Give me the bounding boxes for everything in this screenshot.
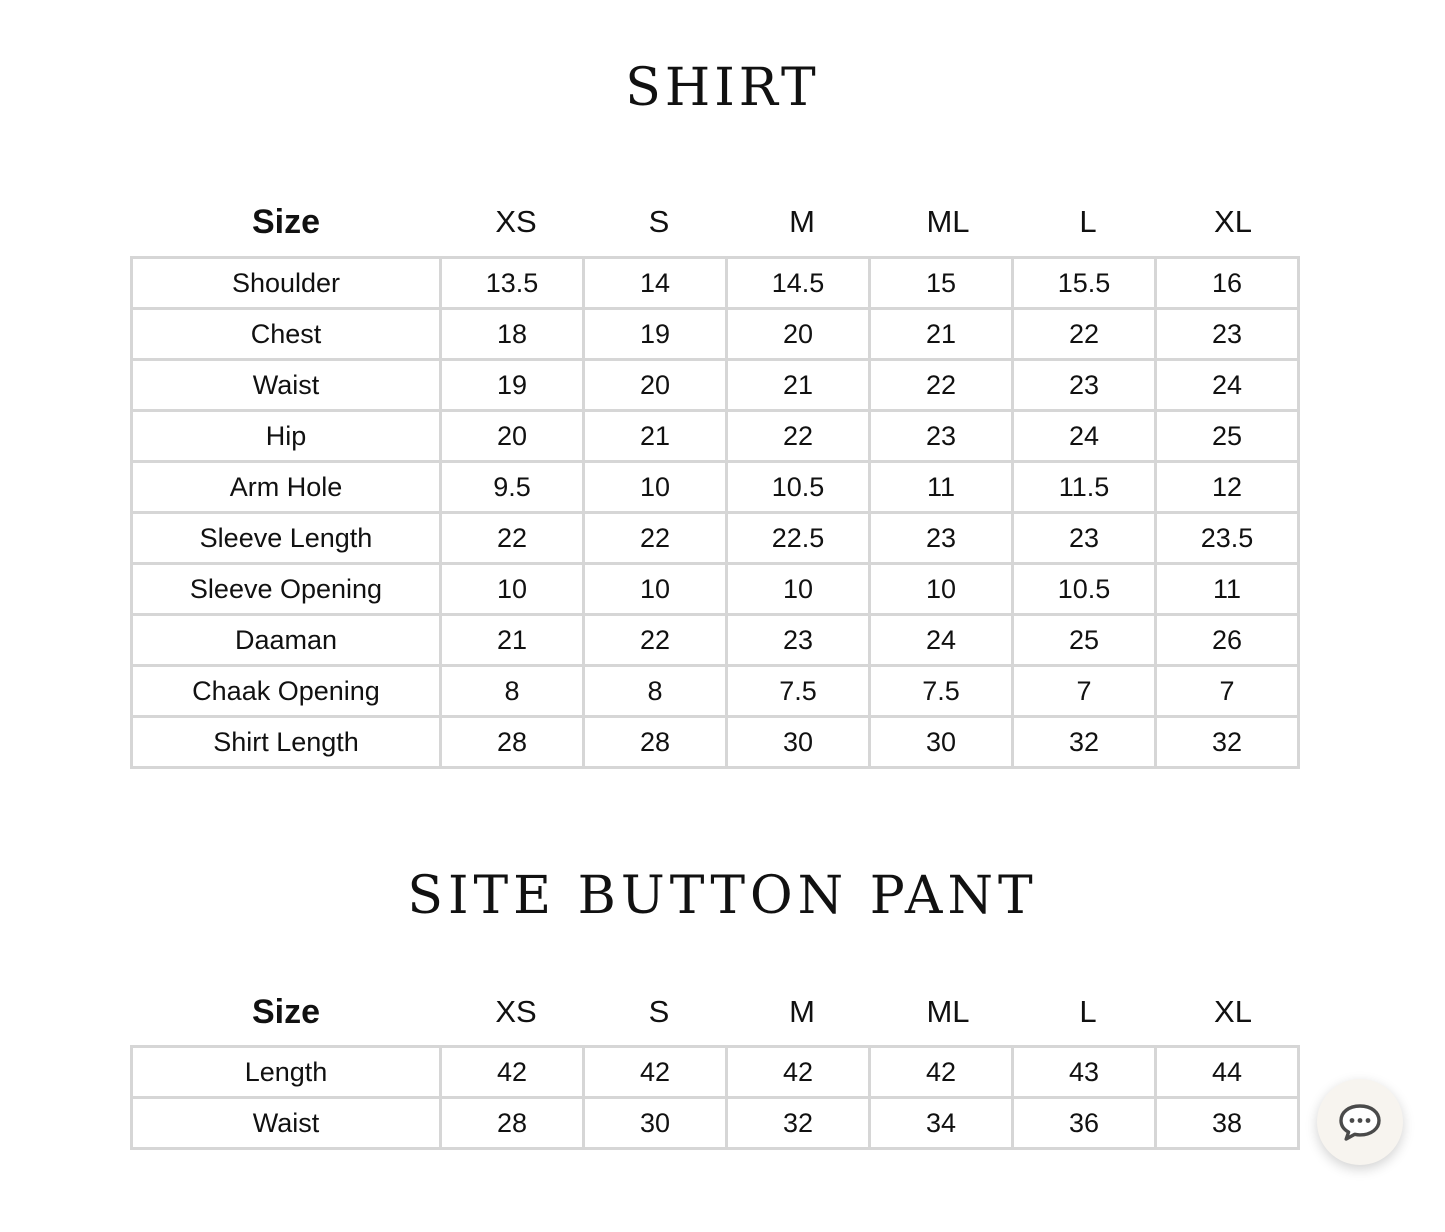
size-header-xl: XL bbox=[1214, 204, 1252, 239]
table-cell: 8 bbox=[441, 666, 584, 717]
table-row bbox=[132, 462, 1299, 513]
table-cell: 22 bbox=[727, 411, 870, 462]
table-cell: 28 bbox=[441, 1098, 584, 1149]
table-cell: 22 bbox=[584, 615, 727, 666]
table-cell: 18 bbox=[441, 309, 584, 360]
table-cell: 32 bbox=[1156, 717, 1299, 768]
table-row bbox=[132, 1098, 1299, 1149]
table-row bbox=[132, 666, 1299, 717]
table-cell: 11 bbox=[870, 462, 1013, 513]
table-cell: 21 bbox=[584, 411, 727, 462]
table-cell: 10 bbox=[584, 462, 727, 513]
table-cell: 32 bbox=[1013, 717, 1156, 768]
shirt-title: SHIRT bbox=[625, 58, 820, 118]
size-header-ml: ML bbox=[926, 204, 970, 239]
row-label-chest: Chest bbox=[132, 309, 441, 360]
table-cell: 26 bbox=[1156, 615, 1299, 666]
size-header-xs: XS bbox=[495, 204, 537, 239]
table-row bbox=[132, 258, 1299, 309]
table-cell: 30 bbox=[584, 1098, 727, 1149]
table-cell: 14.5 bbox=[727, 258, 870, 309]
table-row bbox=[132, 717, 1299, 768]
pant-size-header bbox=[130, 982, 1304, 1042]
chat-button[interactable] bbox=[1317, 1079, 1403, 1165]
table-cell: 7 bbox=[1156, 666, 1299, 717]
table-cell: 42 bbox=[584, 1047, 727, 1098]
table-cell: 22 bbox=[584, 513, 727, 564]
table-cell: 24 bbox=[870, 615, 1013, 666]
table-cell: 25 bbox=[1013, 615, 1156, 666]
table-cell: 19 bbox=[441, 360, 584, 411]
table-cell: 36 bbox=[1013, 1098, 1156, 1149]
table-cell: 20 bbox=[584, 360, 727, 411]
table-cell: 7.5 bbox=[870, 666, 1013, 717]
table-row bbox=[132, 513, 1299, 564]
size-column-label: Size bbox=[251, 993, 321, 1031]
table-cell: 24 bbox=[1156, 360, 1299, 411]
table-row bbox=[132, 615, 1299, 666]
table-cell: 9.5 bbox=[441, 462, 584, 513]
table-cell: 24 bbox=[1013, 411, 1156, 462]
table-cell: 21 bbox=[441, 615, 584, 666]
table-cell: 23 bbox=[1156, 309, 1299, 360]
table-cell: 38 bbox=[1156, 1098, 1299, 1149]
table-cell: 21 bbox=[870, 309, 1013, 360]
row-label-length: Length bbox=[132, 1047, 441, 1098]
table-cell: 14 bbox=[584, 258, 727, 309]
size-header-ml: ML bbox=[926, 994, 970, 1029]
table-cell: 15 bbox=[870, 258, 1013, 309]
table-cell: 32 bbox=[727, 1098, 870, 1149]
table-cell: 10 bbox=[727, 564, 870, 615]
table-cell: 30 bbox=[870, 717, 1013, 768]
table-cell: 8 bbox=[584, 666, 727, 717]
shirt-size-header bbox=[130, 192, 1304, 252]
chat-bubble-icon bbox=[1337, 1102, 1383, 1142]
row-label-sleeve-opening: Sleeve Opening bbox=[132, 564, 441, 615]
table-cell: 20 bbox=[727, 309, 870, 360]
table-cell: 22 bbox=[1013, 309, 1156, 360]
table-cell: 22 bbox=[441, 513, 584, 564]
size-header-m: M bbox=[789, 204, 815, 239]
size-header-m: M bbox=[789, 994, 815, 1029]
table-row bbox=[132, 360, 1299, 411]
table-cell: 43 bbox=[1013, 1047, 1156, 1098]
table-cell: 10.5 bbox=[1013, 564, 1156, 615]
table-cell: 15.5 bbox=[1013, 258, 1156, 309]
table-cell: 22 bbox=[870, 360, 1013, 411]
table-row bbox=[132, 309, 1299, 360]
table-cell: 19 bbox=[584, 309, 727, 360]
row-label-sleeve-length: Sleeve Length bbox=[132, 513, 441, 564]
row-label-arm-hole: Arm Hole bbox=[132, 462, 441, 513]
table-cell: 13.5 bbox=[441, 258, 584, 309]
table-cell: 42 bbox=[870, 1047, 1013, 1098]
row-label-hip: Hip bbox=[132, 411, 441, 462]
row-label-shoulder: Shoulder bbox=[132, 258, 441, 309]
pant-size-table bbox=[130, 1045, 1300, 1150]
size-column-label: Size bbox=[251, 203, 321, 241]
row-label-chaak-opening: Chaak Opening bbox=[132, 666, 441, 717]
table-row bbox=[132, 564, 1299, 615]
table-cell: 30 bbox=[727, 717, 870, 768]
table-row bbox=[132, 1047, 1299, 1098]
table-cell: 23 bbox=[870, 411, 1013, 462]
pant-title: SITE BUTTON PANT bbox=[407, 866, 1038, 926]
size-header-s: S bbox=[648, 204, 670, 239]
row-label-waist: Waist bbox=[132, 360, 441, 411]
table-cell: 10 bbox=[870, 564, 1013, 615]
shirt-size-table bbox=[130, 256, 1300, 769]
table-cell: 16 bbox=[1156, 258, 1299, 309]
table-cell: 10 bbox=[441, 564, 584, 615]
table-cell: 21 bbox=[727, 360, 870, 411]
size-header-l: L bbox=[1079, 204, 1097, 239]
table-cell: 10 bbox=[584, 564, 727, 615]
size-header-s: S bbox=[648, 994, 670, 1029]
row-label-daaman: Daaman bbox=[132, 615, 441, 666]
table-cell: 22.5 bbox=[727, 513, 870, 564]
size-header-xs: XS bbox=[495, 994, 537, 1029]
size-header-xl: XL bbox=[1214, 994, 1252, 1029]
table-cell: 42 bbox=[727, 1047, 870, 1098]
table-cell: 34 bbox=[870, 1098, 1013, 1149]
table-cell: 23.5 bbox=[1156, 513, 1299, 564]
table-cell: 7.5 bbox=[727, 666, 870, 717]
table-cell: 23 bbox=[1013, 360, 1156, 411]
table-cell: 23 bbox=[1013, 513, 1156, 564]
table-cell: 23 bbox=[727, 615, 870, 666]
table-cell: 28 bbox=[441, 717, 584, 768]
table-cell: 10.5 bbox=[727, 462, 870, 513]
row-label-shirt-length: Shirt Length bbox=[132, 717, 441, 768]
table-cell: 11.5 bbox=[1013, 462, 1156, 513]
table-cell: 23 bbox=[870, 513, 1013, 564]
table-cell: 12 bbox=[1156, 462, 1299, 513]
table-cell: 7 bbox=[1013, 666, 1156, 717]
table-cell: 44 bbox=[1156, 1047, 1299, 1098]
size-header-l: L bbox=[1079, 994, 1097, 1029]
table-cell: 28 bbox=[584, 717, 727, 768]
table-cell: 25 bbox=[1156, 411, 1299, 462]
table-cell: 11 bbox=[1156, 564, 1299, 615]
row-label-waist: Waist bbox=[132, 1098, 441, 1149]
table-cell: 42 bbox=[441, 1047, 584, 1098]
table-cell: 20 bbox=[441, 411, 584, 462]
table-row bbox=[132, 411, 1299, 462]
